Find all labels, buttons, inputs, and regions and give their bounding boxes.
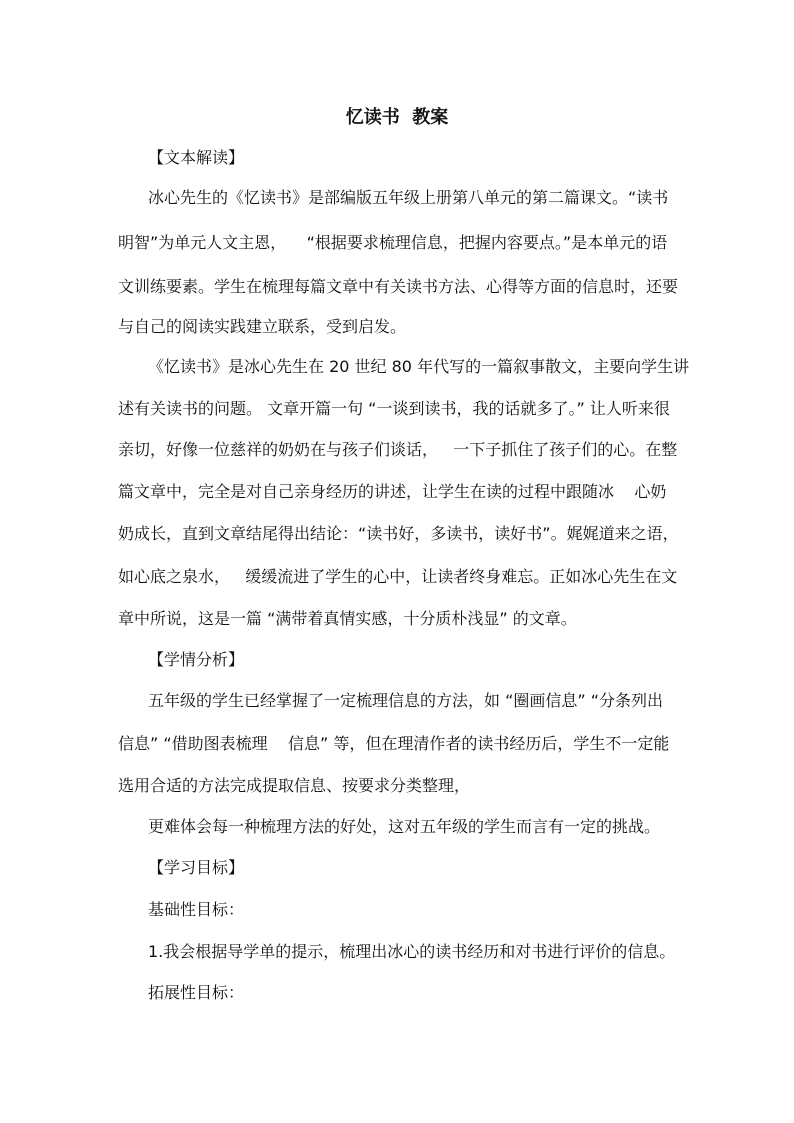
paragraph-line: 更难体会每一种梳理方法的好处，这对五年级的学生而言有一定的挑战。 [148, 817, 661, 836]
section-heading-text-interpretation: 【文本解读】 [148, 148, 245, 167]
document-title: 忆读书 教案 [345, 107, 449, 128]
paragraph-line: 文训练要素。学生在梳理每篇文章中有关读书方法、心得等方面的信息时，还要 [118, 277, 679, 296]
paragraph-line: 亲切，好像一位慈祥的奶奶在与孩子们谈话， 一下子抓住了孩子们的心。在整 [118, 440, 678, 459]
paragraph-line: 如心底之泉水， 缓缓流进了学生的心中，让读者终身难忘。正如冰心先生在文 [118, 567, 678, 586]
paragraph-line: 述有关读书的问题。 文章开篇一句 “一谈到读书，我的话就多了。” 让人听来很 [118, 399, 670, 418]
paragraph-line: 五年级的学生已经掌握了一定梳理信息的方法，如 “圈画信息” “分条列出 [148, 691, 664, 710]
paragraph-line: 《忆读书》是冰心先生在 20 世纪 80 年代写的一篇叙事散文，主要向学生讲 [148, 357, 690, 376]
goal-item-1: 1.我会根据导学单的提示，梳理出冰心的读书经历和对书进行评价的信息。 [148, 942, 676, 961]
paragraph-line: 与自己的阅读实践建立联系，受到启发。 [118, 317, 407, 336]
paragraph-line: 篇文章中，完全是对自己亲身经历的讲述，让学生在读的过程中跟随冰 心奶 [118, 482, 667, 501]
paragraph-line: 明智”为单元人文主恩， “根据要求梳理信息，把握内容要点。”是本单元的语 [118, 233, 668, 252]
section-heading-learner-analysis: 【学情分析】 [148, 650, 245, 669]
paragraph-line: 选用合适的方法完成提取信息、按要求分类整理， [118, 776, 471, 795]
paragraph-line: 信息” “借助图表梳理 信息” 等，但在理清作者的读书经历后，学生不一定能 [118, 734, 670, 753]
extended-goal-label: 拓展性目标： [148, 983, 245, 1002]
paragraph-line: 冰心先生的《忆读书》是部编版五年级上册第八单元的第二篇课文。“读书 [148, 188, 669, 207]
basic-goal-label: 基础性目标： [148, 900, 245, 919]
paragraph-line: 章中所说，这是一篇 “满带着真情实感，十分质朴浅显” 的文章。 [118, 609, 577, 628]
section-heading-learning-goals: 【学习目标】 [148, 858, 245, 877]
paragraph-line: 奶成长，直到文章结尾得出结论：“读书好，多读书，读好书”。娓娓道来之语， [118, 524, 679, 543]
